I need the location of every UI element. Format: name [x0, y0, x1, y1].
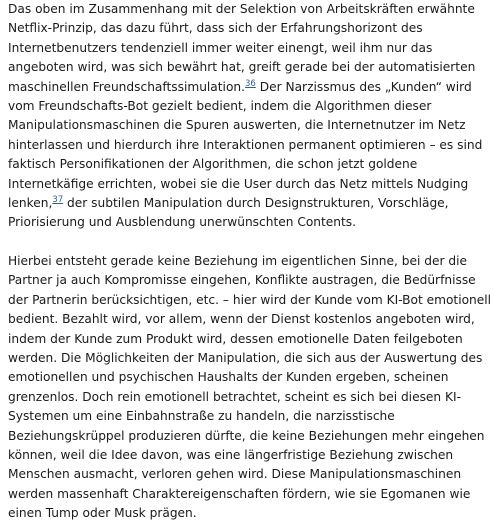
paragraph-1-text-part-2: Der Narzissmus des „Kunden“ wird vom Freundschafts-Bot gezielt bedient, indem die Algorithmen dieser Manipulationsmaschinen die Spuren auswerten, die Internetnutzer im Netz hinterlassen und hierdurch ihre Interaktionen permanent optimieren – es sind faktisch Personifikationen der Algorithmen, die schon jetzt goldene Internetkäfige errichten, wobei sie die User durch das Netz mittels Nudging lenken,: [8, 79, 483, 211]
paragraph-netflix-principle: [8, 0, 492, 233]
footnote-link-36[interactable]: 36: [245, 78, 256, 89]
paragraph-1-text-part-1: Das oben im Zusammenhang mit der Selektion von Arbeitskräften erwähnte Netflix-Prinzip, das dazu führt, dass sich der Erfahrungshorizont des Internetbenutzers tendenziell immer weiter einengt, weil ihm nur das angeboten wird, was sich bewährt hat, greift gerade bei der automatisierten maschinellen Freundschaftssimulation.: [8, 2, 476, 94]
paragraph-1-text-part-3: der subtilen Manipulation durch Designstrukturen, Vorschläge, Priorisierung und Ausblendung unerwünschten Contents.: [8, 196, 449, 230]
footnote-link-37[interactable]: 37: [52, 195, 64, 206]
paragraph-2-text: Hierbei entsteht gerade keine Beziehung im eigentlichen Sinne, bei der die Partner ja auch Kompromisse eingehen, Konflikte austragen, die Bedürfnisse der Partnerin berücksichtigen, etc. – hier wird der Kunde vom KI-Bot emotionell bedient. Bezahlt wird, vor allem, wenn der Dienst kostenlos angeboten wird, indem der Kunde zum Produkt wird, dessen emotionelle Daten feilgeboten werden. Die Möglichkeiten der Manipulation, die sich aus der Auswertung des emotionellen und psychischen Haushalts der Kunden ergeben, scheinen grenzenlos. Doch rein emotionell betrachtet, scheint es sich bei diesen KI-Systemen um eine Einbahnstraße zu handeln, die narzisstische Beziehungskrüppel produzieren dürfte, die keine Beziehungen mehr eingehen können, weil die Idee davon, was eine längerfristige Beziehung zwischen Menschen ausmacht, verloren gehen wird. Diese Manipulationsmaschinen werden massenhaft Charaktereigenschaften fördern, wie sie Egomanen wie einen Tump oder Musk prägen.: [8, 253, 492, 521]
paragraph-relationship: [8, 252, 492, 524]
